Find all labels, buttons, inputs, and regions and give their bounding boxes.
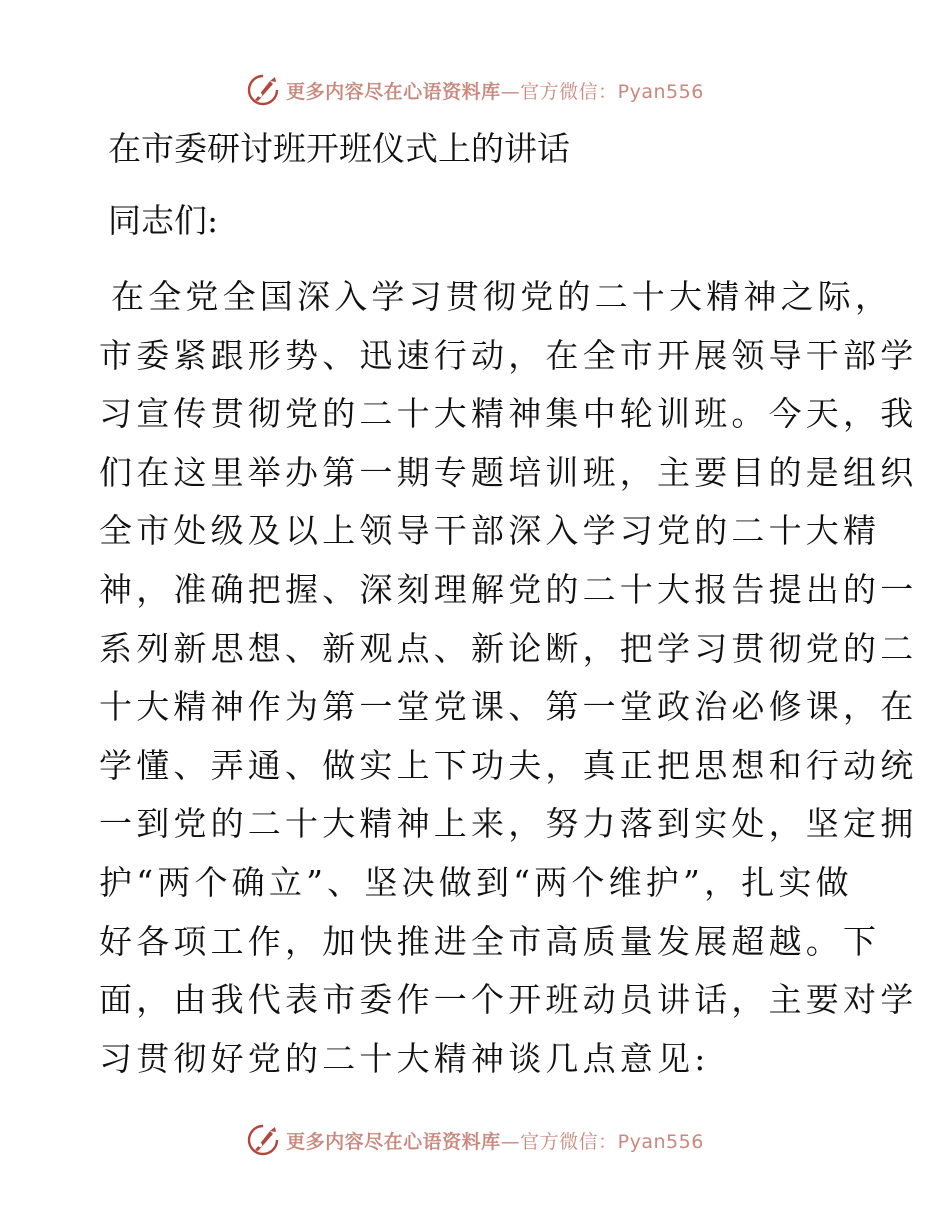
quill-logo-icon: [246, 73, 280, 107]
body-paragraph: [99, 268, 918, 1088]
salutation: 同志们:: [108, 201, 219, 240]
paragraph-line: 神，准确把握、深刻理解党的二十大报告提出的一: [99, 569, 918, 609]
watermark-separator: —: [500, 1130, 521, 1153]
watermark-text: [286, 1127, 704, 1154]
paragraph-line: 们在这里举办第一期专题培训班，主要目的是组织: [99, 452, 918, 492]
paragraph-line: 护“两个确立”、坚决做到“两个维护”，扎实做: [99, 862, 853, 902]
watermark-site-name: 更多内容尽在心语资料库: [286, 80, 501, 103]
document-title: 在市委研讨班开班仪式上的讲话: [108, 129, 570, 168]
watermark-text: [286, 77, 704, 104]
paragraph-line: 一到党的二十大精神上来，努力落到实处，坚定拥: [99, 804, 918, 844]
watermark-site-name: 更多内容尽在心语资料库: [286, 1130, 501, 1153]
watermark-contact: 官方微信：Pyan556: [520, 1130, 704, 1153]
paragraph-line: 市委紧跟形势、迅速行动，在全市开展领导干部学: [99, 335, 918, 375]
paragraph-line: 好各项工作，加快推进全市高质量发展超越。下: [99, 921, 881, 961]
quill-logo-icon: [246, 1123, 280, 1157]
paragraph-line: 习贯彻好党的二十大精神谈几点意见:: [99, 1038, 710, 1078]
paragraph-line: 系列新思想、新观点、新论断，把学习贯彻党的二: [99, 628, 918, 668]
paragraph-line: 习宣传贯彻党的二十大精神集中轮训班。今天，我: [99, 394, 918, 434]
watermark-separator: —: [500, 80, 521, 103]
header-watermark: [0, 70, 950, 110]
paragraph-line: 全市处级及以上领导干部深入学习党的二十大精: [99, 511, 881, 551]
footer-watermark: [0, 1120, 950, 1160]
paragraph-line: 面，由我代表市委作一个开班动员讲话，主要对学: [99, 980, 918, 1020]
paragraph-line: 学懂、弄通、做实上下功夫，真正把思想和行动统: [99, 745, 918, 785]
paragraph-line: 在全党全国深入学习贯彻党的二十大精神之际，: [111, 277, 893, 316]
watermark-contact: 官方微信：Pyan556: [520, 80, 704, 103]
paragraph-line: 十大精神作为第一堂党课、第一堂政治必修课，在: [99, 687, 918, 727]
